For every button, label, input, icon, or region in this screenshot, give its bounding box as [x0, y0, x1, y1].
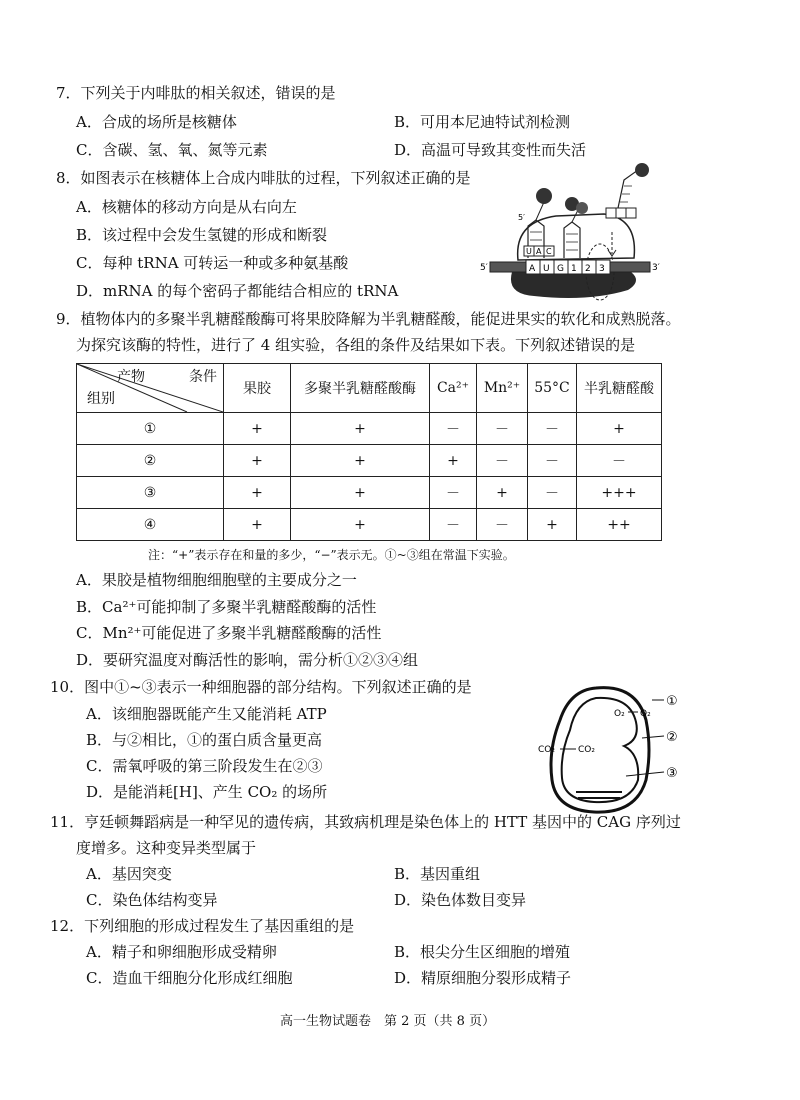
table-header: Ca²⁺	[430, 364, 477, 413]
o2-right-label: O₂	[640, 709, 651, 719]
table-row	[77, 477, 662, 509]
trna-middle	[564, 197, 588, 258]
q9-option-d: D．要研究温度对酶活性的影响，需分析①②③④组	[76, 651, 419, 669]
table-cell: －	[430, 413, 477, 445]
inner-membrane	[562, 698, 639, 802]
table-cell: +++	[577, 477, 662, 509]
table-cell: －	[477, 509, 528, 541]
table-row	[77, 509, 662, 541]
group-cell: ④	[77, 509, 224, 541]
question-11-stem-line1: 11．亨廷顿舞蹈病是一种罕见的遗传病，其致病机理是染色体上的 HTT 基因中的 CAG 序列过	[50, 813, 681, 831]
mitochondrion-figure	[526, 680, 706, 820]
question-10-stem: 10．图中①~③表示一种细胞器的部分结构。下列叙述正确的是	[50, 678, 472, 696]
table-cell: ++	[577, 509, 662, 541]
q8-option-b: B．该过程中会发生氢键的形成和断裂	[76, 226, 328, 244]
q7-option-a: A．合成的场所是核糖体	[76, 113, 237, 131]
trna-left	[518, 188, 554, 258]
q10-option-c: C．需氧呼吸的第三阶段发生在②③	[86, 757, 323, 775]
table-cell: +	[291, 509, 430, 541]
table-corner-cell	[77, 364, 224, 413]
table-cell: +	[224, 477, 291, 509]
q7-option-b: B．可用本尼迪特试剂检测	[394, 113, 571, 131]
corner-group-label: 组别	[87, 391, 115, 407]
page-footer: 高一生物试题卷 第 2 页（共 8 页）	[280, 1014, 496, 1029]
table-cell: +	[291, 413, 430, 445]
amino-acid-ball	[536, 188, 552, 204]
question-12-stem: 12．下列细胞的形成过程发生了基因重组的是	[50, 917, 355, 935]
table-cell: +	[430, 445, 477, 477]
amino-acid-ball	[635, 163, 649, 177]
table-cell: +	[528, 509, 577, 541]
table-cell: +	[291, 477, 430, 509]
table-header: Mn²⁺	[477, 364, 528, 413]
anticodon-3: C	[546, 247, 552, 256]
mrna-5-prime: 5′	[480, 263, 488, 273]
outer-membrane	[551, 688, 649, 813]
corner-product-label: 产物	[117, 369, 145, 385]
label-1: ①	[666, 694, 678, 709]
label-3: ③	[666, 766, 678, 781]
table-cell: －	[528, 477, 577, 509]
q11-option-d: D．染色体数目变异	[394, 891, 527, 909]
q8-option-d: D．mRNA 的每个密码子都能结合相应的 tRNA	[76, 282, 399, 300]
label-2: ②	[666, 730, 678, 745]
q8-option-a: A．核糖体的移动方向是从右向左	[76, 198, 297, 216]
codon-6: 3	[599, 264, 605, 274]
table-header: 多聚半乳糖醛酸酶	[291, 364, 430, 413]
table-cell: －	[430, 477, 477, 509]
codon-3: G	[557, 264, 564, 274]
codon-4: 1	[571, 264, 577, 274]
q7-option-d: D．高温可导致其变性而失活	[394, 141, 587, 159]
table-cell: －	[577, 445, 662, 477]
o2-left-label: O₂	[614, 709, 625, 719]
group-cell: ③	[77, 477, 224, 509]
q12-option-a: A．精子和卵细胞形成受精卵	[86, 943, 277, 961]
q11-option-c: C．染色体结构变异	[86, 891, 218, 909]
table-row	[77, 445, 662, 477]
codon-2: U	[543, 264, 550, 274]
anticodon-2: A	[536, 247, 542, 256]
table-row	[77, 413, 662, 445]
q11-option-b: B．基因重组	[394, 865, 481, 883]
mrna-3-prime: 3′	[652, 263, 660, 273]
table-header: 果胶	[224, 364, 291, 413]
trna-leaving	[606, 163, 649, 256]
table-note: 注：“+”表示存在和量的多少，“−”表示无。①~③组在常温下实验。	[148, 548, 515, 562]
table-cell: +	[224, 445, 291, 477]
group-cell: ②	[77, 445, 224, 477]
table-header: 半乳糖醛酸	[577, 364, 662, 413]
q9-option-c: C．Mn²⁺可能促进了多聚半乳糖醛酸酶的活性	[76, 624, 382, 642]
co2-left-label: CO₂	[538, 745, 555, 755]
table-cell: +	[477, 477, 528, 509]
table-cell: +	[577, 413, 662, 445]
question-11-stem-line2: 度增多。这种变异类型属于	[76, 839, 257, 857]
q9-option-b: B．Ca²⁺可能抑制了多聚半乳糖醛酸酶的活性	[76, 598, 377, 616]
q8-option-c: C．每种 tRNA 可转运一种或多种氨基酸	[76, 254, 349, 272]
q10-option-a: A．该细胞器既能产生又能消耗 ATP	[86, 705, 327, 723]
table-cell: +	[291, 445, 430, 477]
enzyme-experiment-table	[76, 363, 662, 541]
q10-option-b: B．与②相比，①的蛋白质含量更高	[86, 731, 323, 749]
q12-option-b: B．根尖分生区细胞的增殖	[394, 943, 571, 961]
amino-acid-ball	[576, 202, 588, 214]
table-header: 55°C	[528, 364, 577, 413]
question-9-stem-line1: 9．植物体内的多聚半乳糖醛酸酶可将果胶降解为半乳糖醛酸，能促进果实的软化和成熟脱落。	[56, 310, 681, 328]
table-cell: －	[477, 413, 528, 445]
q9-option-a: A．果胶是植物细胞细胞壁的主要成分之一	[76, 571, 357, 589]
q12-option-c: C．造血干细胞分化形成红细胞	[86, 969, 293, 987]
question-9-stem-line2: 为探究该酶的特性，进行了 4 组实验，各组的条件及结果如下表。下列叙述错误的是	[76, 336, 636, 354]
codon-boxes	[526, 260, 610, 274]
q12-option-d: D．精原细胞分裂形成精子	[394, 969, 572, 987]
table-cell: +	[224, 413, 291, 445]
corner-condition-label: 条件	[189, 369, 217, 385]
q10-option-d: D．是能消耗[H]、产生 CO₂ 的场所	[86, 783, 328, 801]
table-cell: +	[224, 509, 291, 541]
anticodon-1: U	[526, 247, 532, 256]
table-cell: －	[528, 445, 577, 477]
table-cell: －	[528, 413, 577, 445]
codon-5: 2	[585, 264, 591, 274]
trna-5-prime: 5′	[518, 213, 525, 222]
q11-option-a: A．基因突变	[86, 865, 172, 883]
co2-right-label: CO₂	[578, 745, 595, 755]
group-cell: ①	[77, 413, 224, 445]
table-cell: －	[430, 509, 477, 541]
translation-figure	[478, 162, 668, 312]
table-cell: －	[477, 445, 528, 477]
question-7-stem: 7．下列关于内啡肽的相关叙述，错误的是	[56, 84, 336, 102]
codon-1: A	[529, 264, 536, 274]
cristae	[576, 792, 622, 798]
q7-option-c: C．含碳、氢、氧、氮等元素	[76, 141, 268, 159]
question-8-stem: 8．如图表示在核糖体上合成内啡肽的过程，下列叙述正确的是	[56, 169, 471, 187]
